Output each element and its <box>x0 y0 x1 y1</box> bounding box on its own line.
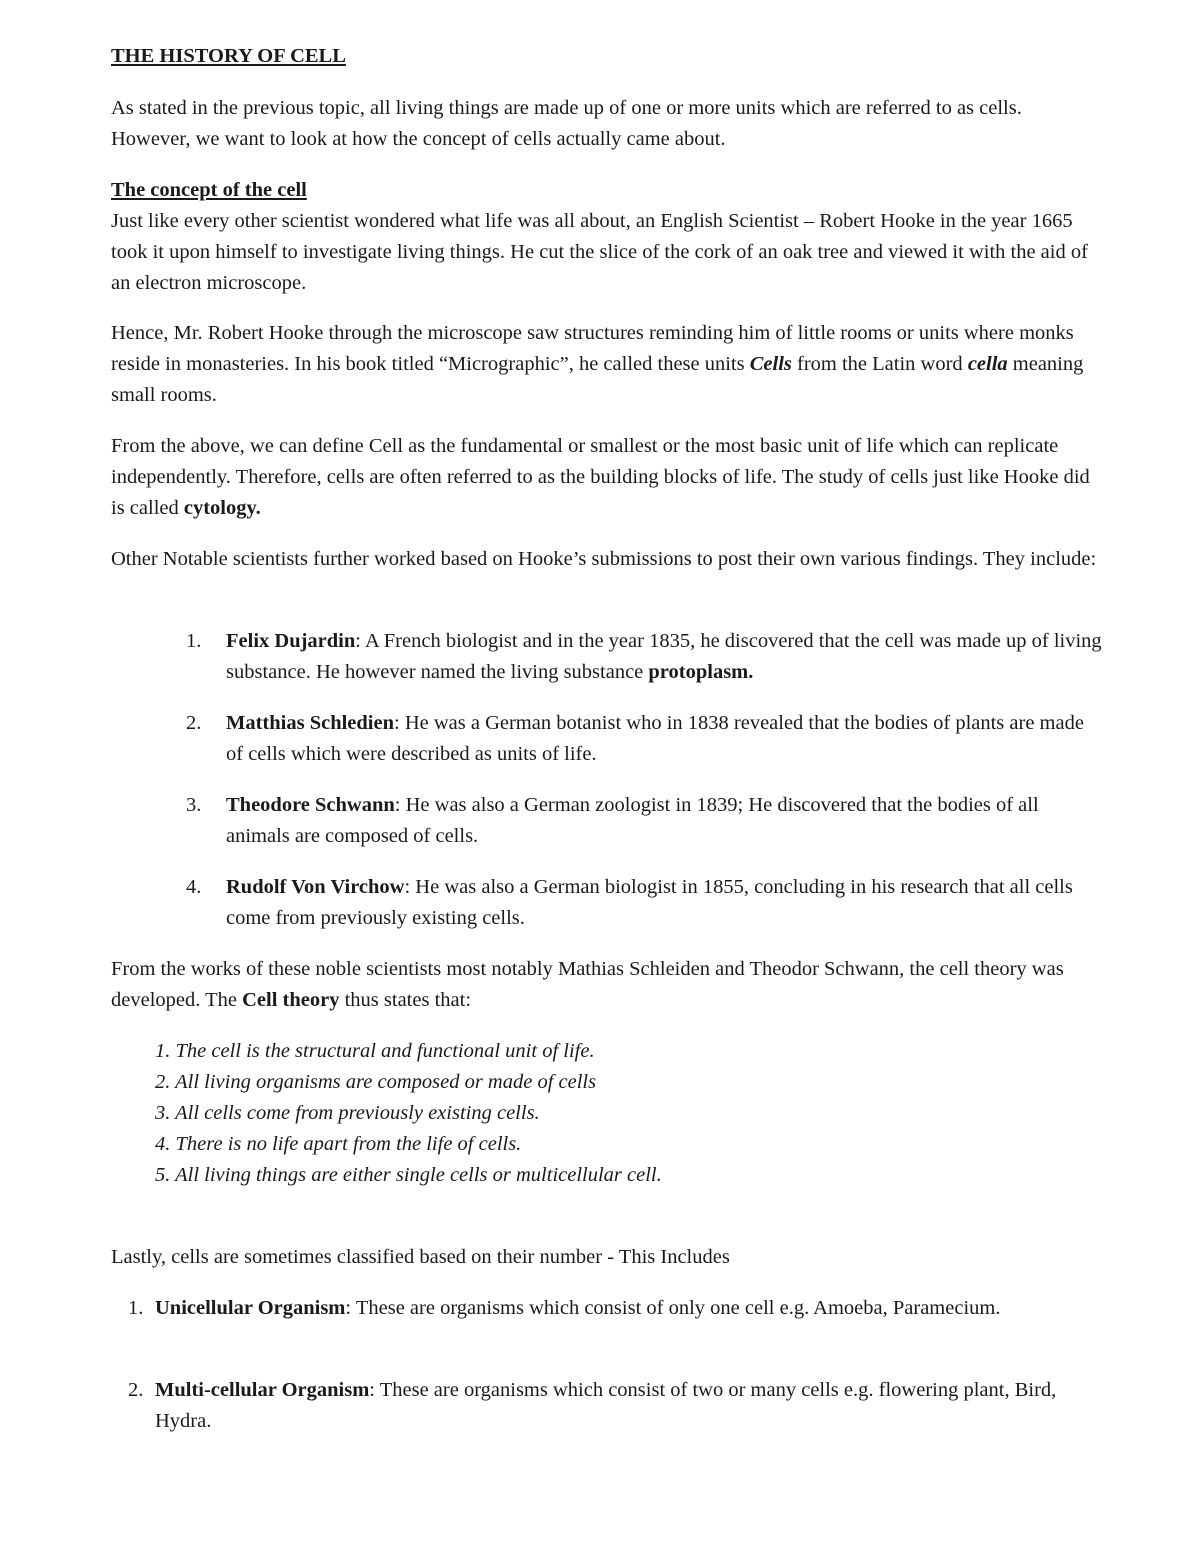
list-number: 2. <box>186 712 202 734</box>
p2-text-c: meaning small rooms. <box>111 353 1084 406</box>
concept-section <box>111 175 1101 299</box>
classification-item-2 <box>128 1375 1103 1437</box>
classification-name: Multi-cellular Organism <box>155 1379 370 1401</box>
scientist-text: : He was also a German biologist in 1855, concluding in his research that all cells come from previously existing cells. <box>226 876 1073 929</box>
list-number: 4. <box>186 876 202 898</box>
list-number: 1. <box>128 1297 144 1319</box>
scientist-text: : He was a German botanist who in 1838 revealed that the bodies of plants are made of cells which were described as units of life. <box>226 712 1084 765</box>
term-cella: cella <box>967 353 1008 375</box>
classification-intro: Lastly, cells are sometimes classified based on their number - This Includes <box>111 1246 730 1268</box>
scientist-item-1 <box>186 626 1106 688</box>
theory-intro-text-b: thus states that: <box>339 989 472 1011</box>
concept-paragraph-3 <box>111 431 1101 524</box>
scientist-item-4 <box>186 872 1106 934</box>
theory-item-3: 3. All cells come from previously existing cells. <box>155 1102 540 1124</box>
theory-item-1: 1. The cell is the structural and functional unit of life. <box>155 1040 595 1062</box>
concept-paragraph-2 <box>111 318 1101 411</box>
scientist-name: Matthias Schledien <box>226 712 394 734</box>
list-number: 3. <box>186 794 202 816</box>
p3-text: From the above, we can define Cell as the fundamental or smallest or the most basic unit of life which can replicate independently. Therefore, cells are often referred to as the building blocks of life. The study of cells just like Hooke did is called <box>111 435 1090 519</box>
list-number: 2. <box>128 1379 144 1401</box>
scientist-text: : A French biologist and in the year 1835, he discovered that the cell was made up of living substance. He however named the living substance <box>226 630 1102 683</box>
term-cell-theory: Cell theory <box>242 989 340 1011</box>
theory-item-5: 5. All living things are either single cells or multicellular cell. <box>155 1164 662 1186</box>
concept-paragraph-1: Just like every other scientist wondered what life was all about, an English Scientist – Robert Hooke in the year 1665 took it upon himself to investigate living things. He cut the slice of the cork of an oak tree and viewed it with the aid of an electron microscope. <box>111 210 1088 294</box>
scientist-item-2 <box>186 708 1106 770</box>
scientist-item-3 <box>186 790 1106 852</box>
classification-name: Unicellular Organism <box>155 1297 346 1319</box>
concept-heading: The concept of the cell <box>111 179 307 201</box>
term-protoplasm: protoplasm. <box>648 661 754 683</box>
intro-paragraph: As stated in the previous topic, all living things are made up of one or more units which are referred to as cells. However, we want to look at how the concept of cells actually came about. <box>111 97 1022 150</box>
cell-theory-intro <box>111 954 1101 1016</box>
term-cytology: cytology. <box>183 497 261 519</box>
theory-item-2: 2. All living organisms are composed or made of cells <box>155 1071 597 1093</box>
classification-item-1 <box>128 1293 1103 1324</box>
concept-paragraph-4: Other Notable scientists further worked based on Hooke’s submissions to post their own various findings. They include: <box>111 548 1097 570</box>
page-title: THE HISTORY OF CELL <box>111 45 346 67</box>
classification-text: : These are organisms which consist of two or many cells e.g. flowering plant, Bird, Hydra. <box>155 1379 1057 1432</box>
list-number: 1. <box>186 630 202 652</box>
theory-item-4: 4. There is no life apart from the life of cells. <box>155 1133 522 1155</box>
scientist-name: Rudolf Von Virchow <box>226 876 405 898</box>
classification-text: : These are organisms which consist of only one cell e.g. Amoeba, Paramecium. <box>345 1297 1001 1319</box>
scientist-name: Theodore Schwann <box>226 794 395 816</box>
p2-text-a: Hence, Mr. Robert Hooke through the microscope saw structures reminding him of little rooms or units where monks reside in monasteries. In his book titled “Micrographic”, he called these units <box>111 322 1074 375</box>
term-cells: Cells <box>749 353 792 375</box>
scientist-name: Felix Dujardin <box>226 630 356 652</box>
theory-intro-text-a: From the works of these noble scientists most notably Mathias Schleiden and Theodor Schwann, the cell theory was developed. The <box>111 958 1064 1011</box>
scientist-text: : He was also a German zoologist in 1839; He discovered that the bodies of all animals are composed of cells. <box>226 794 1039 847</box>
p2-text-b: from the Latin word <box>791 353 968 375</box>
